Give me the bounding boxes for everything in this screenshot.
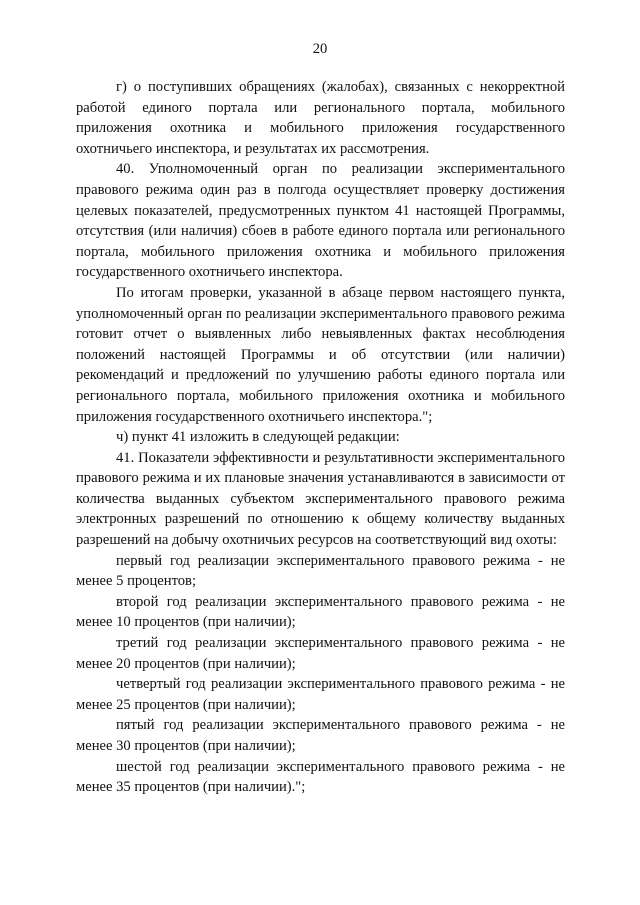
paragraph-point-40: 40. Уполномоченный орган по реализации экспериментального правового режима один раз в полгода осуществляет проверку достижения целевых показателей, предусмотренных пунктом 41 настоящей Программы, отсутствия (или наличия) сбоев в работе единого портала или регионального портала, мобильного приложения охотника и мобильного приложения государственного охотничьего инспектора.	[76, 161, 565, 281]
paragraph-year-3: третий год реализации экспериментального правового режима - не менее 20 процентов (при наличии);	[76, 635, 565, 672]
paragraph-item-ch: ч) пункт 41 изложить в следующей редакции:	[116, 429, 400, 446]
paragraph-inspection-report: По итогам проверки, указанной в абзаце первом настоящего пункта, уполномоченный орган по реализации экспериментального правового режима готовит отчет о выявленных либо невыявленных фактах несоблюдения положений настоящей Программы и об отсутствии (или наличии) рекомендаций и предложений по улучшению работы единого портала или регионального портала, мобильного приложения охотника и мобильного приложения государственного охотничьего инспектора.";	[76, 284, 565, 425]
page-number: 20	[312, 41, 328, 57]
paragraph-year-4: четвертый год реализации экспериментального правового режима - не менее 25 процентов (при наличии);	[76, 676, 565, 713]
paragraph-year-1: первый год реализации экспериментального правового режима - не менее 5 процентов;	[76, 552, 565, 590]
document-body	[76, 77, 565, 798]
paragraph-year-6: шестой год реализации экспериментального правового режима - не менее 35 процентов (при наличии).";	[76, 758, 565, 796]
paragraph-point-41: 41. Показатели эффективности и результативности экспериментального правового режима и их плановые значения устанавливаются в зависимости от количества выданных субъектом экспериментального правового режима электронных разрешений по отношению к общему количеству выданных разрешений на добычу охотничьих ресурсов на соответствующий вид охоты:	[76, 449, 565, 549]
paragraph-item-g: г) о поступивших обращениях (жалобах), связанных с некорректной работой единого портала или регионального портала, мобильного приложения охотника и мобильного приложения государственного охотничьего инспектора, и результатах их рассмотрения.	[76, 79, 565, 157]
paragraph-year-5: пятый год реализации экспериментального правового режима - не менее 30 процентов (при наличии);	[76, 717, 565, 754]
paragraph-year-2: второй год реализации экспериментального правового режима - не менее 10 процентов (при наличии);	[76, 593, 565, 631]
